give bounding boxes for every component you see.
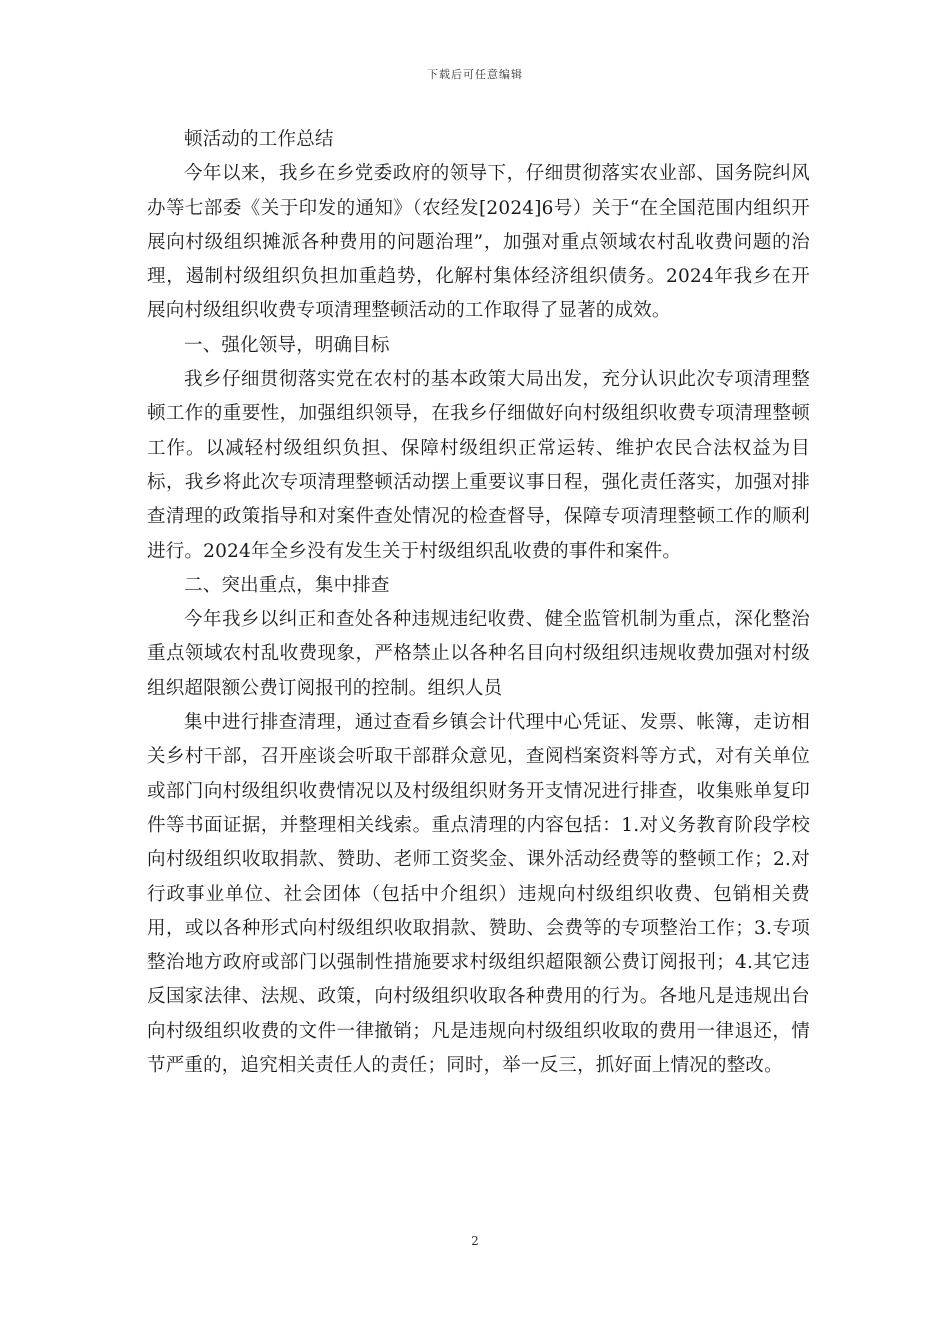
paragraph-section-2-detail: 集中进行排查清理，通过查看乡镇会计代理中心凭证、发票、帐簿，走访相关乡村干部，召开座谈会听取干部群众意见，查阅档案资料等方式，对有关单位或部门向村级组织收费情况以及村级组织财务开支情况进行排查，收集账单复印件等书面证据，并整理相关线索。重点清理的内容包括：1.对义务教育阶段学校向村级组织收取捐款、赞助、老师工资奖金、课外活动经费等的整顿工作；2.对行政事业单位、社会团体（包括中介组织）违规向村级组织收费、包销相关费用，或以各种形式向村级组织收取捐款、赞助、会费等的专项整治工作；3.专项整治地方政府或部门以强制性措施要求村级组织超限额公费订阅报刊；4.其它违反国家法律、法规、政策，向村级组织收取各种费用的行为。各地凡是违规出台向村级组织收费的文件一律撤销；凡是违规向村级组织收取的费用一律退还，情节严重的，追究相关责任人的责任；同时，举一反三，抓好面上情况的整改。 <box>147 712 810 1077</box>
page-number: 2 <box>471 1234 479 1248</box>
paragraph-section-2: 今年我乡以纠正和查处各种违规违纪收费、健全监管机制为重点，深化整治重点领域农村乱收费现象，严格禁止以各种名目向村级组织违规收费加强对村级组织超限额公费订阅报刊的控制。组织人员 <box>147 609 810 699</box>
paragraph-intro: 今年以来，我乡在乡党委政府的领导下，仔细贯彻落实农业部、国务院纠风办等七部委《关于印发的通知》（农经发[2024]6号）关于“在全国范围内组织开展向村级组织摊派各种费用的问题治理”，加强对重点领域农村乱收费问题的治理，遏制村级组织负担加重趋势，化解村集体经济组织债务。2024年我乡在开展向村级组织收费专项清理整顿活动的工作取得了显著的成效。 <box>147 163 810 322</box>
section-heading-1: 一、强化领导，明确目标 <box>184 334 390 356</box>
paragraph-title-fragment: 顿活动的工作总结 <box>184 129 334 150</box>
paragraph-section-1: 我乡仔细贯彻落实党在农村的基本政策大局出发，充分认识此次专项清理整顿工作的重要性，加强组织领导，在我乡仔细做好向村级组织收费专项清理整顿工作。以减轻村级组织负担、保障村级组织正常运转、维护农民合法权益为目标，我乡将此次专项清理整顿活动摆上重要议事日程，强化责任落实，加强对排查清理的政策指导和对案件查处情况的检查督导，保障专项清理整顿工作的顺利进行。2024年全乡没有发生关于村级组织乱收费的事件和案件。 <box>147 369 810 562</box>
page-header: 下载后可任意编辑 <box>427 68 523 81</box>
document-body <box>147 123 810 1083</box>
section-heading-2: 二、突出重点，集中排查 <box>184 574 390 596</box>
